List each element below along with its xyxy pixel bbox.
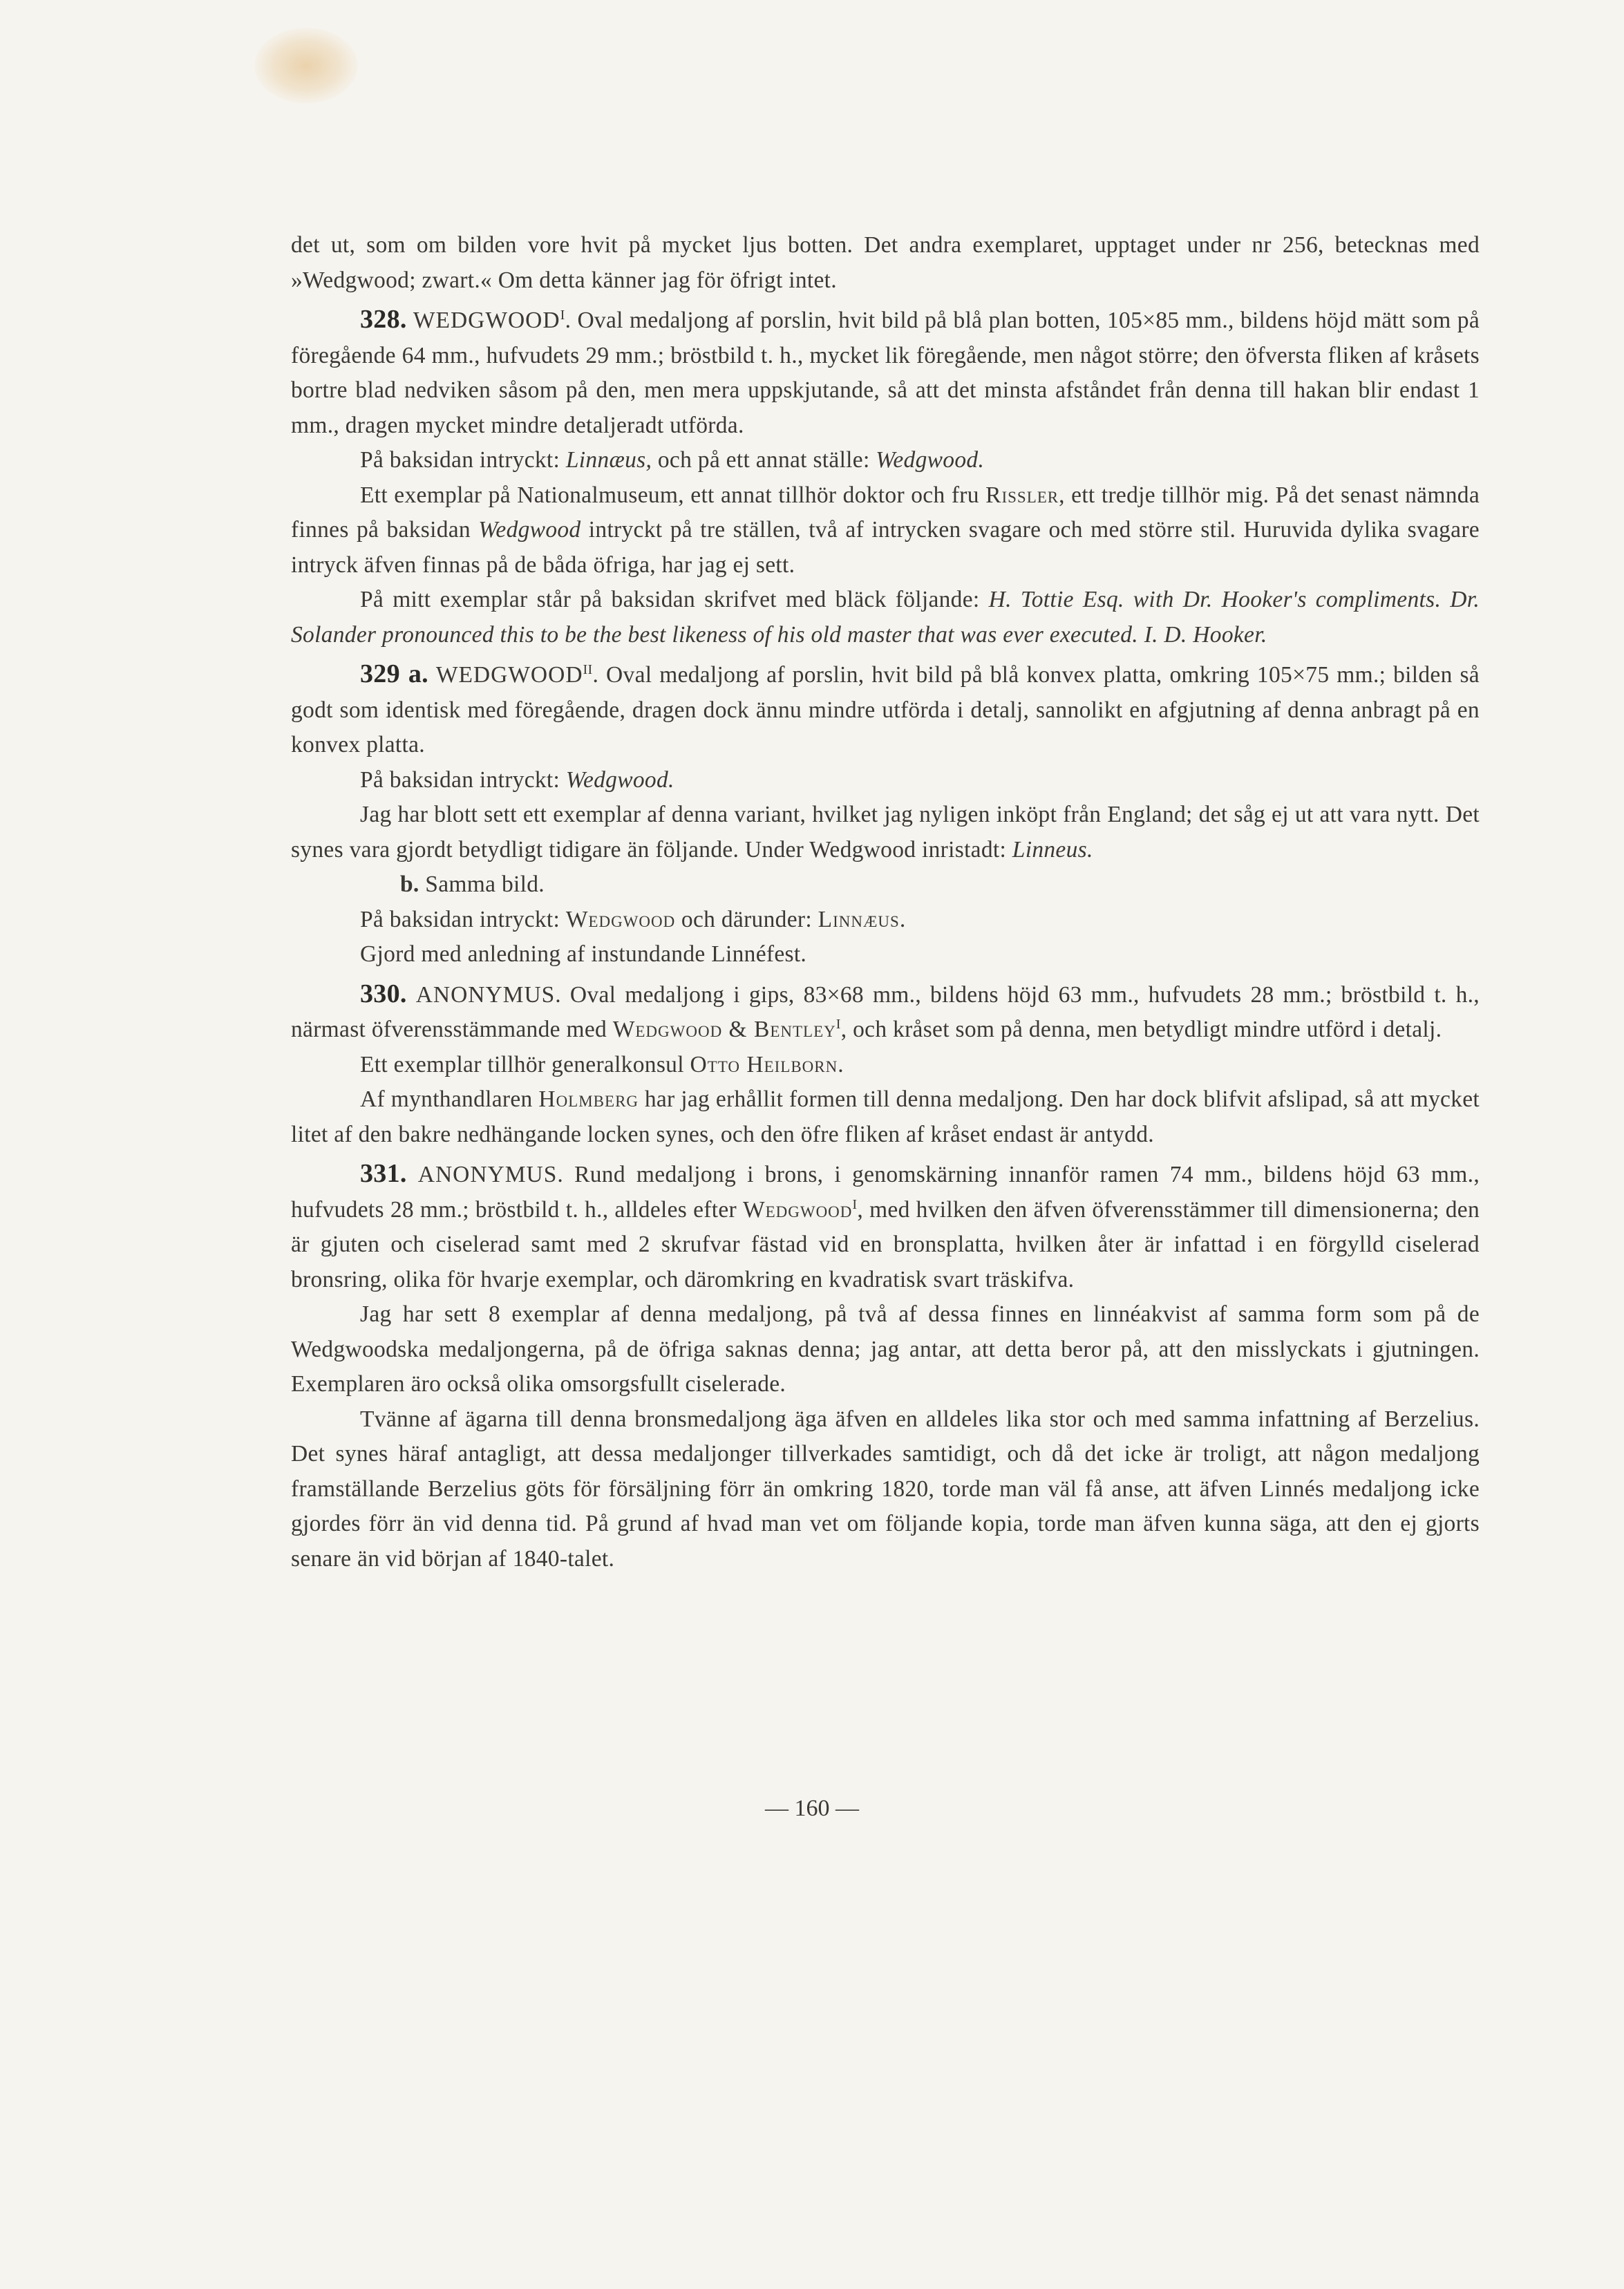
footnote-mark: I — [835, 1016, 841, 1032]
text-run: Samma bild. — [419, 872, 545, 897]
entry-330-owner — [291, 1048, 1480, 1083]
entry-331 — [291, 1156, 1480, 1297]
text-run: Linnæus, — [565, 447, 652, 473]
text-run: . Oval medaljong af porslin, hvit bild på blå plan botten, 105×85 mm., bildens höjd mätt som på föregående 64 mm., hufvudets 29 mm.; bröstbild t. h., mycket lik föregående, men något större; den öfversta fliken af kråsets bortre blad nedviken såsom på den, men mera uppskjutande, så att det minsta afståndet från denna till hakan blir endast 1 mm., dragen mycket mindre detaljeradt utförda. — [291, 308, 1480, 438]
text-run: Linnæus — [818, 906, 900, 932]
page-body — [291, 228, 1480, 1576]
entry-328-exemplars — [291, 478, 1480, 583]
text-run: . Rund medaljong i brons, i genomskärning innanför ramen 74 mm., bildens höjd 63 mm., hufvudets 28 mm.; bröstbild t. h., alldeles efter — [291, 1162, 1480, 1223]
text-run: har jag erhållit formen till denna medaljong. Den har dock blifvit afslipad, så att mycket litet af den bakre nedhängande locken synes, och den öfre fliken af kråset endast är antydd. — [291, 1086, 1480, 1147]
text-run: . Oval medaljong af porslin, hvit bild på blå konvex platta, omkring 105×75 mm.; bilden så godt som identisk med föregående, dragen dock ännu mindre utförda i detalj, sannolikt en afgjutning af denna anbragt på en konvex platta. — [291, 662, 1480, 757]
entry-number: 328. — [360, 305, 407, 334]
text-run: Gjord med anledning af instundande Linnéfest. — [360, 941, 807, 967]
page-number: — 160 — — [765, 1796, 859, 1821]
text-run: Linneus. — [1012, 836, 1093, 863]
text-run: , och kråset som på denna, men betydligt mindre utförd i detalj. — [840, 1017, 1442, 1042]
text-run: Wedgwood — [478, 517, 581, 543]
text-run: WEDGWOOD — [413, 308, 560, 333]
text-run: WEDGWOOD — [435, 662, 583, 688]
text-run: . — [838, 1051, 844, 1077]
entry-331-owners — [291, 1402, 1480, 1577]
entry-number: 330. — [360, 979, 407, 1008]
entry-328-inscription — [291, 583, 1480, 652]
text-run: På baksidan intryckt: — [360, 906, 566, 932]
text-run: , ett tredje tillhör mig. På det senast nämnda finnes på baksidan — [291, 482, 1480, 543]
paper-stain — [254, 28, 358, 104]
text-run: Ett exemplar tillhör generalkonsul — [360, 1051, 690, 1077]
footnote-mark: II — [583, 661, 593, 677]
entry-329b — [291, 867, 1480, 903]
text-run: , med hvilken den äfven öfverensstämmer till dimensionerna; den är gjuten och ciselerad samt med 2 skrufvar fästad vid en bronsplatta, hvilken åter är infattad i en förgylld ciselerad bronsring, olika för hvarje exemplar, och däromkring en kvadratisk svart träskifva. — [291, 1196, 1480, 1292]
entry-329a-note — [291, 798, 1480, 867]
text-run: På baksidan intryckt: — [360, 766, 566, 793]
text-run: ANONYMUS — [415, 981, 556, 1008]
text-run: . Oval medaljong i gips, 83×68 mm., bildens höjd 63 mm., hufvudets 28 mm.; bröstbild t. h., närmast öfverensstämmande med — [291, 981, 1480, 1042]
text-run: Af mynthandlaren — [360, 1086, 539, 1112]
text-run: Ett exemplar på Nationalmuseum, ett annat tillhör doktor och fru — [360, 482, 986, 508]
entry-331-exemplars — [291, 1297, 1480, 1402]
text-run: det ut, som om bilden vore hvit på mycket ljus botten. Det andra exemplaret, upptaget under nr 256, betecknas med »Wedgwood; zwart.« Om detta känner jag för öfrigt intet. — [291, 232, 1480, 293]
footnote-mark: I — [560, 307, 565, 323]
entry-329a-backside — [291, 763, 1480, 798]
intro-paragraph — [291, 228, 1480, 298]
text-run: Wedgwood — [742, 1196, 853, 1223]
text-run: ANONYMUS — [417, 1162, 558, 1187]
entry-number: 331. — [360, 1159, 407, 1188]
text-run: På baksidan intryckt: — [360, 447, 566, 473]
text-run: . — [899, 906, 906, 932]
entry-330 — [291, 977, 1480, 1048]
text-run: intryckt på tre ställen, två af intrycken svagare och med större stil. Huruvida dylika svagare intryck äfven finnas på de båda öfriga, har jag ej sett. — [291, 517, 1480, 578]
text-run: Wedgwood. — [876, 447, 985, 473]
text-run: Wedgwood & Bentley — [612, 1017, 836, 1042]
entry-329b-backside — [291, 903, 1480, 938]
entry-328 — [291, 302, 1480, 443]
text-run: och på ett annat ställe: — [652, 447, 876, 473]
entry-330-mould — [291, 1082, 1480, 1152]
footnote-mark: I — [852, 1196, 858, 1212]
text-run: Jag har blott sett ett exemplar af denna variant, hvilket jag nyligen inköpt från England; det såg ej ut att vara nytt. Det synes vara gjordt betydligt tidigare än följande. Under Wedgwood inristadt: — [291, 802, 1480, 863]
entry-329a — [291, 657, 1480, 763]
text-run: Wedgwood. — [565, 766, 674, 793]
text-run: På mitt exemplar står på baksidan skrifvet med bläck följande: — [360, 587, 989, 612]
text-run: Wedgwood — [565, 906, 676, 932]
entry-label: b. — [400, 872, 419, 897]
text-run: Jag har sett 8 exemplar af denna medaljong, på två af dessa finnes en linnéakvist af samma form som på de Wedgwoodska medaljongerna, på de öfriga saknas denna; jag antar, att detta beror på, att den misslyckats i gjutningen. Exemplaren äro också olika omsorgsfullt ciselerade. — [291, 1301, 1480, 1397]
entry-number: 329 a. — [360, 659, 428, 688]
text-run: Rissler — [985, 482, 1059, 508]
entry-328-backside — [291, 443, 1480, 478]
text-run: Holmberg — [538, 1086, 639, 1112]
text-run: H. Tottie Esq. with Dr. Hooker's compliments. Dr. Solander pronounced this to be the best likeness of his old master that was ever executed. I. D. Hooker. — [291, 587, 1480, 648]
text-run: Otto Heilborn — [690, 1051, 838, 1077]
entry-329b-note — [291, 937, 1480, 972]
text-run: Tvänne af ägarna till denna bronsmedaljong äga äfven en alldeles lika stor och med samma infattning af Berzelius. Det synes häraf antagligt, att dessa medaljonger tillverkades samtidigt, och då det icke är troligt, att någon medaljong framställande Berzelius göts för försäljning förr än omkring 1820, torde man väl få anse, att äfven Linnés medaljong icke gjordes förr än vid denna tid. På grund af hvad man vet om följande kopia, torde man äfven kunna säga, att den ej gjorts senare än vid början af 1840-talet. — [291, 1406, 1480, 1572]
text-run: och därunder: — [675, 906, 818, 932]
